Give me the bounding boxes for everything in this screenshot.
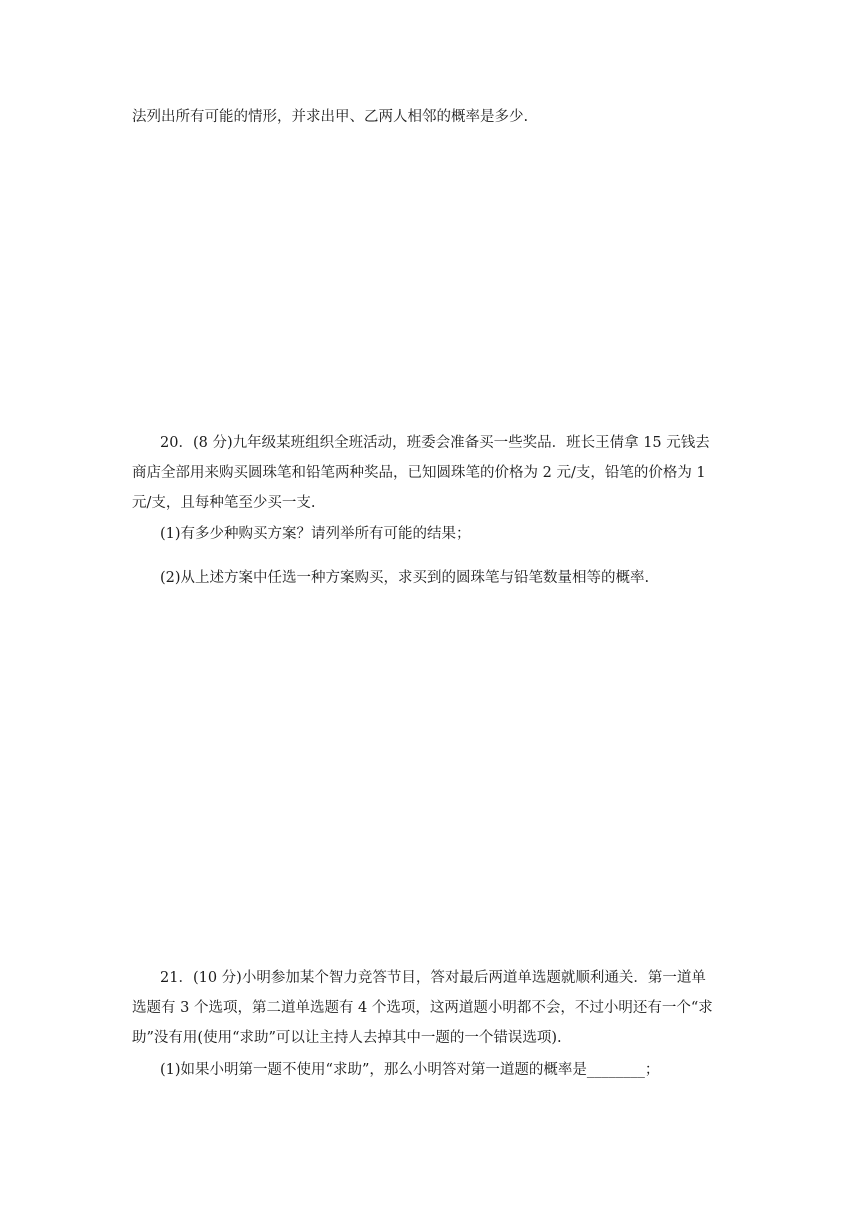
- q20-stem-line-3: 元/支，且每种笔至少买一支.: [132, 495, 316, 511]
- q21-stem-line-3: 助”没有用(使用“求助”可以让主持人去掉其中一题的一个错误选项).: [132, 1030, 562, 1046]
- q21-subquestion-1: (1)如果小明第一题不使用“求助”，那么小明答对第一道题的概率是________；: [160, 1062, 660, 1078]
- q19-continuation: 法列出所有可能的情形，并求出甲、乙两人相邻的概率是多少.: [132, 109, 529, 125]
- q21-stem-line-2: 选题有 3 个选项，第二道单选题有 4 个选项，这两道题小明都不会，不过小明还有一个“求: [132, 1000, 713, 1016]
- q21-stem-line-1: 21．(10 分)小明参加某个智力竞答节目，答对最后两道单选题就顺利通关．第一道单: [160, 970, 706, 986]
- q20-subquestion-2: (2)从上述方案中任选一种方案购买，求买到的圆珠笔与铅笔数量相等的概率.: [160, 570, 650, 586]
- q20-subquestion-1: (1)有多少种购买方案？请列举所有可能的结果；: [160, 526, 471, 542]
- q20-stem-line-1: 20．(8 分)九年级某班组织全班活动，班委会准备买一些奖品．班长王倩拿 15 元钱去: [160, 435, 710, 451]
- q20-stem-line-2: 商店全部用来购买圆珠笔和铅笔两种奖品，已知圆珠笔的价格为 2 元/支，铅笔的价格为 1: [132, 465, 706, 481]
